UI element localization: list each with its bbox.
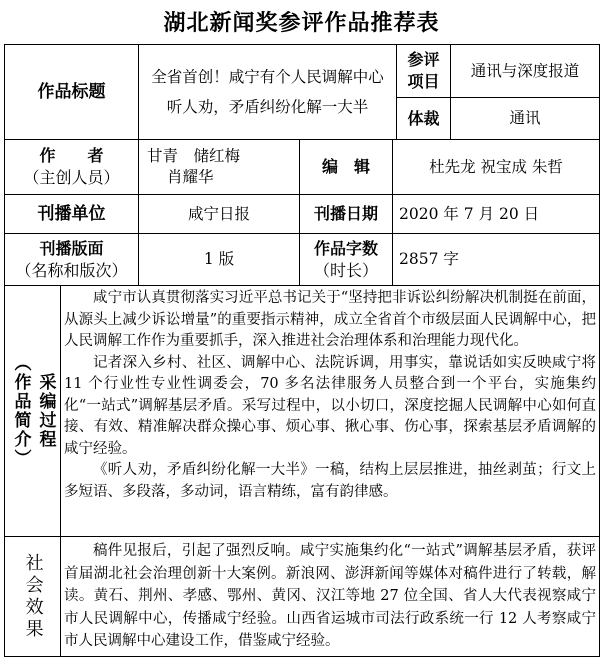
editor-value: 杜先龙 祝宝成 朱哲: [429, 157, 563, 176]
author-value: [139, 140, 299, 194]
process-text: [64, 288, 596, 503]
category-label: 参评项目: [407, 50, 440, 91]
pub-date-value: 2020 年 7 月 20 日: [399, 204, 540, 223]
process-paragraph: 咸宁市认真贯彻落实习近平总书记关于“坚持把非诉讼纠纷解决机制挺在前面，从源头上减少诉讼增量”的重要指示精神，成立全省首个市级层面人民调解中心，把人民调解工作作为重要抓手，深入推进社会治理体系和治理能力现代化。: [64, 290, 596, 349]
word-count-label-main: 作品字数: [313, 238, 378, 258]
genre-label: 体裁: [407, 108, 440, 128]
genre-value: 通讯: [509, 109, 541, 128]
publisher-value: 咸宁日报: [187, 204, 250, 223]
effect-paragraph: 稿件见报后，引起了强烈反响。咸宁实施集约化“一站式”调解基层矛盾，获评首届湖北社会治理创新十大案例。新浪网、澎湃新闻等媒体对稿件进行了转载，解读。黄石、荆州、孝感、鄂州、黄冈、汉江等地 27 位全国、省人大代表视察咸宁市人民调解中心，传播咸宁经验。山西省运城市司法行政系统一行 12 人考察咸宁市人民调解中心建设工作，借鉴咸宁经验。: [64, 543, 596, 649]
pub-date-label: 刊播日期: [313, 204, 378, 224]
word-count-label: [300, 234, 392, 285]
author-line1: 甘青 储红梅: [147, 147, 241, 166]
word-count-value: 2857 字: [399, 250, 459, 269]
form-title: 湖北新闻奖参评作品推荐表: [163, 10, 440, 36]
process-label-main: 采编过程: [35, 373, 56, 449]
author-line2: 肖耀华: [167, 168, 214, 186]
editor-label: 编 辑: [321, 157, 370, 177]
author-label-sub: （主创人员）: [23, 168, 120, 187]
effect-text: [64, 540, 596, 653]
process-label-sub: （作品简介）: [10, 354, 31, 468]
category-value: 通讯与深度报道: [470, 61, 580, 80]
author-label: [5, 140, 138, 194]
effect-label-text: 社会效果: [22, 552, 44, 641]
page-label-main: 刊播版面: [39, 238, 104, 258]
word-count-label-sub: （时长）: [313, 260, 378, 280]
work-title-line1: 全省首创！咸宁有个人民调解中心: [151, 68, 384, 86]
author-label-main: 作 者: [39, 146, 104, 166]
page-label: [5, 234, 138, 285]
work-title-line2: 听人劝，矛盾纠纷化解一大半: [166, 98, 369, 116]
process-paragraph: 记者深入乡村、社区、调解中心、法院诉调，用事实，靠说话如实反映咸宁将 11 个行业性专业性调委会，70 多名法律服务人员整合到一个平台，实施集约化“一站式”调解基层矛盾。采写过程中，以小切口，深度挖掘人民调解中心如何直接、有效、精准解决群众操心事、烦心事、揪心事、伤心事，探索基层矛盾调解的咸宁经验。: [64, 354, 596, 457]
process-paragraph: 《听人劝，矛盾纠纷化解一大半》一稿，结构上层层推进，抽丝剥茧；行文上多短语、多段落，多动词，语言精练，富有韵律感。: [64, 462, 596, 500]
process-label: [5, 286, 60, 536]
work-title-value: [139, 45, 396, 139]
page-value: 1 版: [203, 250, 235, 269]
page-label-sub: （名称和版次）: [15, 260, 128, 280]
publisher-label: 刊播单位: [37, 203, 106, 224]
effect-label: [5, 537, 60, 656]
work-title-label: 作品标题: [37, 81, 106, 102]
